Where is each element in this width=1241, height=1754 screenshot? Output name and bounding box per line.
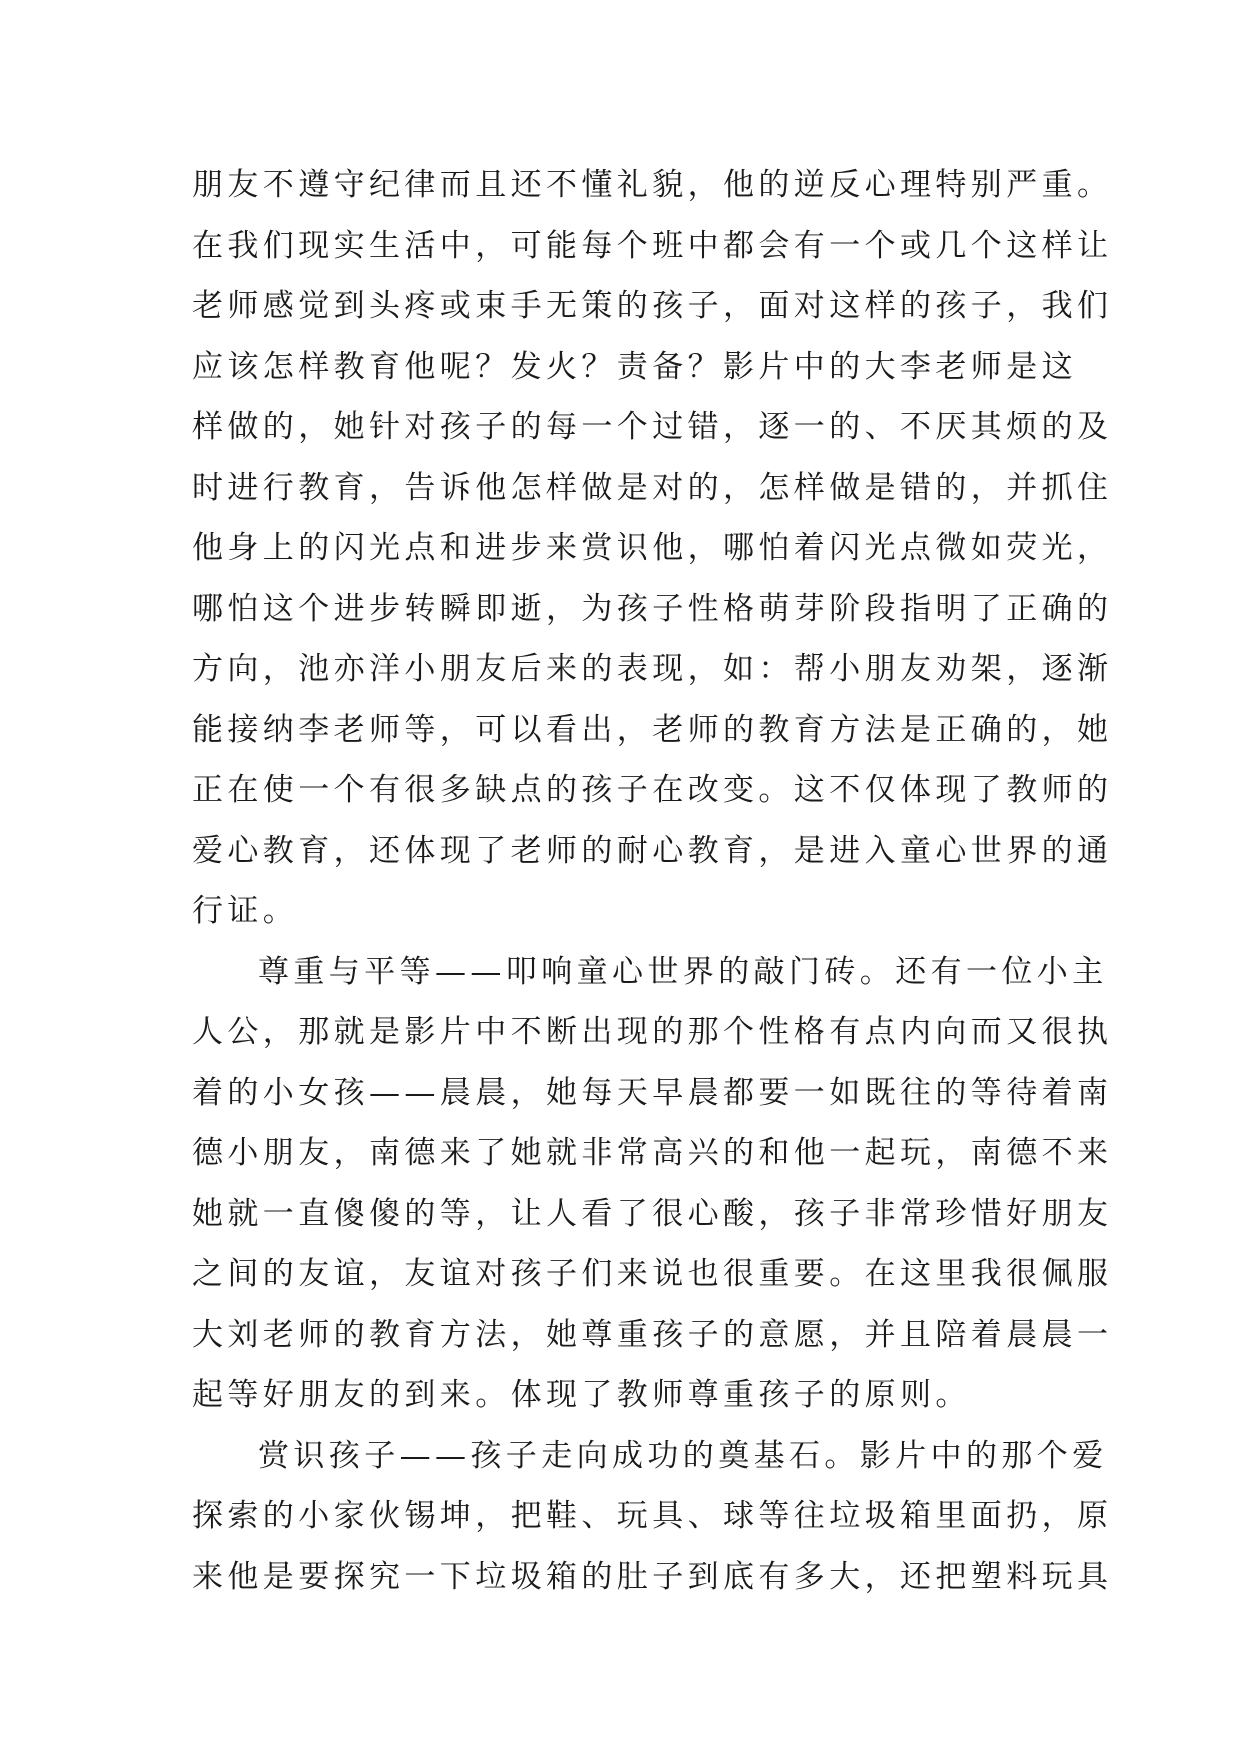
text-line: 在我们现实生活中，可能每个班中都会有一个或几个这样让 — [192, 227, 1113, 264]
text-line: 能接纳李老师等，可以看出，老师的教育方法是正确的，她 — [192, 711, 1113, 748]
paragraph-first-line: 赏识孩子——孩子走向成功的奠基石。影片中的那个爱 — [258, 1437, 1108, 1474]
text-line: 方向，池亦洋小朋友后来的表现，如：帮小朋友劝架，逐渐 — [192, 651, 1113, 687]
text-line: 探索的小家伙锡坤，把鞋、玩具、球等往垃圾箱里面扔，原 — [192, 1498, 1113, 1534]
text-line: 来他是要探究一下垃圾箱的肚子到底有多大，还把塑料玩具 — [192, 1558, 1113, 1595]
body-text — [192, 155, 1113, 1607]
paragraph-first-line: 尊重与平等——叩响童心世界的敲门砖。还有一位小主 — [258, 953, 1108, 990]
text-line: 着的小女孩——晨晨，她每天早晨都要一如既往的等待着南 — [192, 1074, 1113, 1111]
text-line: 朋友不遵守纪律而且还不懂礼貌，他的逆反心理特别严重。 — [192, 167, 1113, 203]
text-line: 人公，那就是影片中不断出现的那个性格有点内向而又很执 — [192, 1014, 1113, 1050]
text-line: 时进行教育，告诉他怎样做是对的，怎样做是错的，并抓住 — [192, 469, 1113, 506]
text-line: 爱心教育，还体现了老师的耐心教育，是进入童心世界的通 — [192, 832, 1113, 869]
text-line: 样做的，她针对孩子的每一个过错，逐一的、不厌其烦的及 — [192, 409, 1113, 445]
text-line: 应该怎样教育他呢？发火？责备？影片中的大李老师是这 — [192, 348, 1077, 385]
text-line: 行证。 — [192, 893, 299, 929]
text-line: 他身上的闪光点和进步来赏识他，哪怕着闪光点微如荧光， — [192, 530, 1113, 566]
text-line: 德小朋友，南德来了她就非常高兴的和他一起玩，南德不来 — [192, 1135, 1113, 1171]
text-line: 哪怕这个进步转瞬即逝，为孩子性格萌芽阶段指明了正确的 — [192, 590, 1113, 627]
text-line: 起等好朋友的到来。体现了教师尊重孩子的原则。 — [192, 1377, 971, 1413]
text-line: 她就一直傻傻的等，让人看了很心酸，孩子非常珍惜好朋友 — [192, 1195, 1113, 1232]
text-line: 大刘老师的教育方法，她尊重孩子的意愿，并且陪着晨晨一 — [192, 1316, 1113, 1353]
text-line: 正在使一个有很多缺点的孩子在改变。这不仅体现了教师的 — [192, 772, 1113, 808]
text-line: 之间的友谊，友谊对孩子们来说也很重要。在这里我很佩服 — [192, 1256, 1113, 1292]
text-line: 老师感觉到头疼或束手无策的孩子，面对这样的孩子，我们 — [192, 288, 1113, 324]
